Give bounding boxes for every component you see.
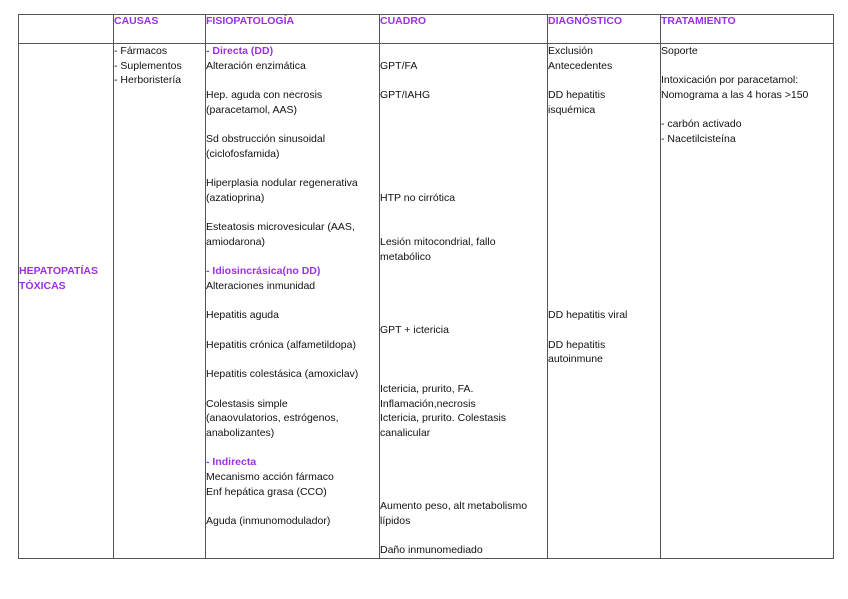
header-empty	[19, 15, 114, 44]
fisio-line: (azatioprina)	[206, 191, 265, 204]
row-label-line: HEPATOPATÍAS	[19, 265, 98, 278]
fisio-line: Mecanismo acción fármaco	[206, 470, 334, 483]
causas-cell	[114, 44, 206, 559]
cuadro-line: Ictericia, prurito, FA.	[380, 382, 474, 395]
section-directa: - Directa (DD)	[206, 45, 274, 57]
fisio-line: Hepatitis aguda	[206, 309, 279, 322]
fisio-line: (ciclofosfamida)	[206, 147, 280, 160]
tratamiento-line: Soporte	[661, 45, 698, 57]
diagnostico-line: DD hepatitis	[548, 338, 606, 351]
causa-item: - Herboristería	[114, 74, 182, 87]
header-fisiopatologia: FISIOPATOLOGÍA	[206, 15, 380, 44]
diagnostico-line: DD hepatitis	[548, 89, 606, 102]
fisio-line: Sd obstrucción sinusoidal	[206, 133, 326, 146]
cuadro-line: canalicular	[380, 426, 431, 439]
hepatopathy-table	[18, 14, 834, 559]
fisio-line: Aguda (inmunomodulador)	[206, 515, 331, 527]
cuadro-line: Lesión mitocondrial, fallo	[380, 235, 496, 248]
fisio-line: Hep. aguda con necrosis	[206, 89, 323, 102]
header-causas: CAUSAS	[114, 15, 206, 44]
diagnostico-line: Exclusión	[548, 45, 593, 57]
row-label-cell	[19, 44, 114, 559]
cuadro-line: GPT/IAHG	[380, 89, 431, 102]
cuadro-line: Aumento peso, alt metabolismo	[380, 500, 528, 513]
causa-item: - Fármacos	[114, 45, 168, 57]
tratamiento-line: - carbón activado	[661, 118, 742, 131]
header-row	[19, 15, 834, 44]
cuadro-line: lípidos	[380, 515, 411, 527]
section-indirecta: - Indirecta	[206, 456, 257, 469]
fisio-line: Colestasis simple	[206, 397, 288, 410]
tratamiento-line: Intoxicación por paracetamol:	[661, 74, 799, 87]
fisiopatologia-cell	[206, 44, 380, 559]
tratamiento-cell	[661, 44, 834, 559]
cuadro-line: GPT + ictericia	[380, 324, 449, 337]
row-label-line: TÓXICAS	[19, 280, 66, 293]
header-diagnostico: DIAGNÓSTICO	[548, 15, 661, 44]
diagnostico-line: DD hepatitis viral	[548, 309, 628, 322]
cuadro-line: GPT/FA	[380, 59, 418, 72]
diagnostico-line: Antecedentes	[548, 59, 613, 72]
tratamiento-line: Nomograma a las 4 horas >150	[661, 89, 809, 102]
causa-item: - Suplementos	[114, 59, 182, 72]
diagnostico-line: isquémica	[548, 103, 596, 116]
header-cuadro: CUADRO	[380, 15, 548, 44]
fisio-line: (anaovulatorios, estrógenos,	[206, 412, 339, 425]
header-tratamiento: TRATAMIENTO	[661, 15, 834, 44]
fisio-line: amiodarona)	[206, 235, 265, 248]
fisio-line: anabolizantes)	[206, 426, 275, 439]
diagnostico-line: autoinmune	[548, 353, 603, 366]
fisio-line: Alteración enzimática	[206, 59, 306, 72]
cuadro-line: Daño inmunomediado	[380, 544, 483, 557]
body-row	[19, 44, 834, 559]
fisio-line: Enf hepática grasa (CCO)	[206, 485, 327, 498]
diagnostico-cell	[548, 44, 661, 559]
cuadro-line: Ictericia, prurito. Colestasis	[380, 412, 507, 425]
fisio-line: Hiperplasia nodular regenerativa	[206, 177, 358, 190]
fisio-line: Hepatitis crónica (alfametildopa)	[206, 338, 356, 351]
fisio-line: Hepatitis colestásica (amoxiclav)	[206, 368, 359, 381]
cuadro-line: Inflamación,necrosis	[380, 397, 476, 410]
fisio-line: Esteatosis microvesicular (AAS,	[206, 221, 355, 234]
cuadro-line: metabólico	[380, 250, 431, 263]
tratamiento-line: - Nacetilcisteína	[661, 133, 736, 146]
cuadro-line: HTP no cirrótica	[380, 191, 456, 204]
cuadro-cell	[380, 44, 548, 559]
fisio-line: Alteraciones inmunidad	[206, 280, 316, 292]
row-label	[19, 264, 113, 293]
section-idiosincrasica: - Idiosincrásica(no DD)	[206, 265, 321, 278]
fisio-line: (paracetamol, AAS)	[206, 103, 298, 116]
